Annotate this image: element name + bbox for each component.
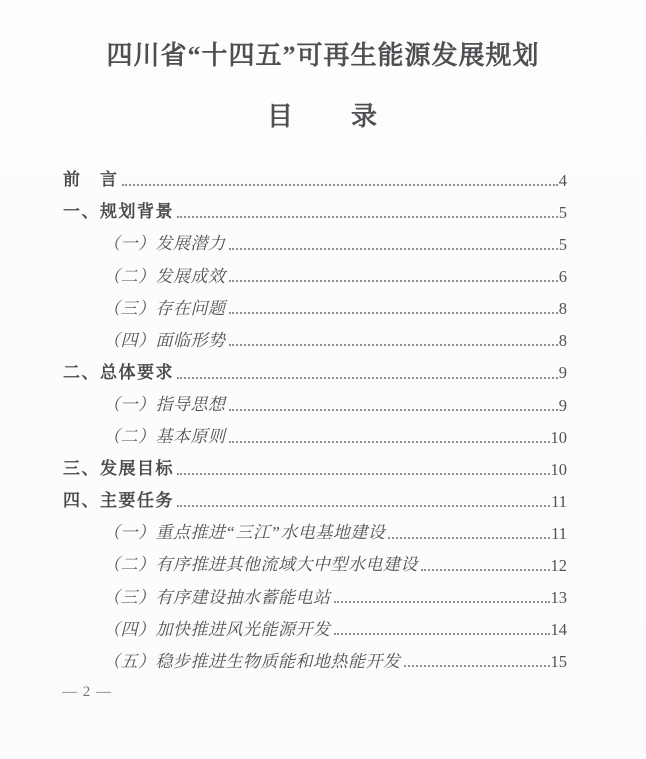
toc-entry-label: （五）稳步推进生物质能和地热能开发: [103, 651, 401, 671]
toc-entry-page-number: 6: [558, 267, 567, 287]
toc-heading: 目 录: [266, 100, 379, 131]
toc-entry-label: （二）有序推进其他流域大中型水电建设: [103, 555, 418, 575]
toc-entry: [63, 190, 567, 222]
toc-entry-label: 一、规划背景: [63, 202, 174, 222]
toc-dot-leader: [404, 665, 550, 667]
toc-dot-leader: [177, 377, 558, 379]
toc-entry: [63, 447, 567, 479]
toc-dot-leader: [388, 537, 550, 539]
toc-entry: [63, 286, 567, 318]
toc-entry: [63, 543, 567, 575]
toc-dot-leader: [229, 280, 558, 282]
toc-entry-page-number: 11: [551, 491, 567, 511]
toc-entry: [63, 383, 567, 415]
toc-entry: [63, 254, 567, 286]
toc-entry: [63, 318, 567, 350]
toc-entry-label: （三）有序建设抽水蓄能电站: [103, 587, 331, 607]
toc-entry-page-number: 10: [550, 459, 567, 479]
toc-dot-leader: [334, 633, 550, 635]
footer-page-number: — 2 —: [62, 684, 112, 700]
toc-entry: [63, 222, 567, 254]
toc-entry-label: 前 言: [63, 170, 119, 190]
toc-entry-label: 二、总体要求: [63, 362, 174, 382]
toc-entry-label: （三）存在问题: [103, 298, 226, 318]
toc-entry-page-number: 8: [558, 331, 567, 351]
toc-entry: [63, 639, 567, 671]
toc-entry: [63, 575, 567, 607]
toc-dot-leader: [229, 441, 550, 443]
document-title: 四川省“十四五”可再生能源发展规划: [106, 41, 540, 70]
toc-entry-label: （一）指导思想: [103, 394, 226, 414]
toc-dot-leader: [229, 248, 558, 250]
toc-dot-leader: [177, 473, 550, 475]
toc-dot-leader: [229, 344, 558, 346]
toc-dot-leader: [229, 409, 558, 411]
toc-entry-page-number: 15: [550, 652, 567, 672]
toc-dot-leader: [421, 569, 550, 571]
toc-entry-page-number: 8: [558, 299, 567, 319]
toc-entry-page-number: 12: [550, 555, 567, 575]
toc-entry-label: （四）加快推进风光能源开发: [103, 619, 331, 639]
toc-list: [63, 158, 567, 672]
toc-entry: [63, 479, 567, 511]
toc-entry-page-number: 14: [550, 620, 567, 640]
toc-entry-label: （一）发展潜力: [103, 234, 226, 254]
toc-dot-leader: [177, 505, 550, 507]
toc-entry-page-number: 9: [558, 395, 567, 415]
toc-entry: [63, 415, 567, 447]
toc-entry-page-number: 5: [558, 202, 567, 222]
toc-entry-page-number: 10: [550, 427, 567, 447]
toc-dot-leader: [229, 312, 558, 314]
toc-entry: [63, 607, 567, 639]
toc-entry-page-number: 11: [551, 523, 567, 543]
toc-entry: [63, 350, 567, 382]
toc-entry: [63, 511, 567, 543]
toc-entry-page-number: 13: [550, 588, 567, 608]
toc-dot-leader: [334, 601, 550, 603]
toc-entry-label: （二）基本原则: [103, 427, 226, 447]
toc-entry: [63, 158, 567, 190]
toc-dot-leader: [122, 184, 558, 186]
toc-entry-label: （一）重点推进“三江”水电基地建设: [103, 523, 386, 543]
toc-entry-page-number: 9: [558, 363, 567, 383]
toc-dot-leader: [177, 216, 558, 218]
toc-entry-label: （四）面临形势: [103, 330, 226, 350]
toc-entry-label: 四、主要任务: [63, 491, 174, 511]
toc-entry-label: （二）发展成效: [103, 266, 226, 286]
toc-entry-label: 三、发展目标: [63, 459, 174, 479]
toc-entry-page-number: 5: [558, 235, 567, 255]
toc-entry-page-number: 4: [558, 170, 567, 190]
